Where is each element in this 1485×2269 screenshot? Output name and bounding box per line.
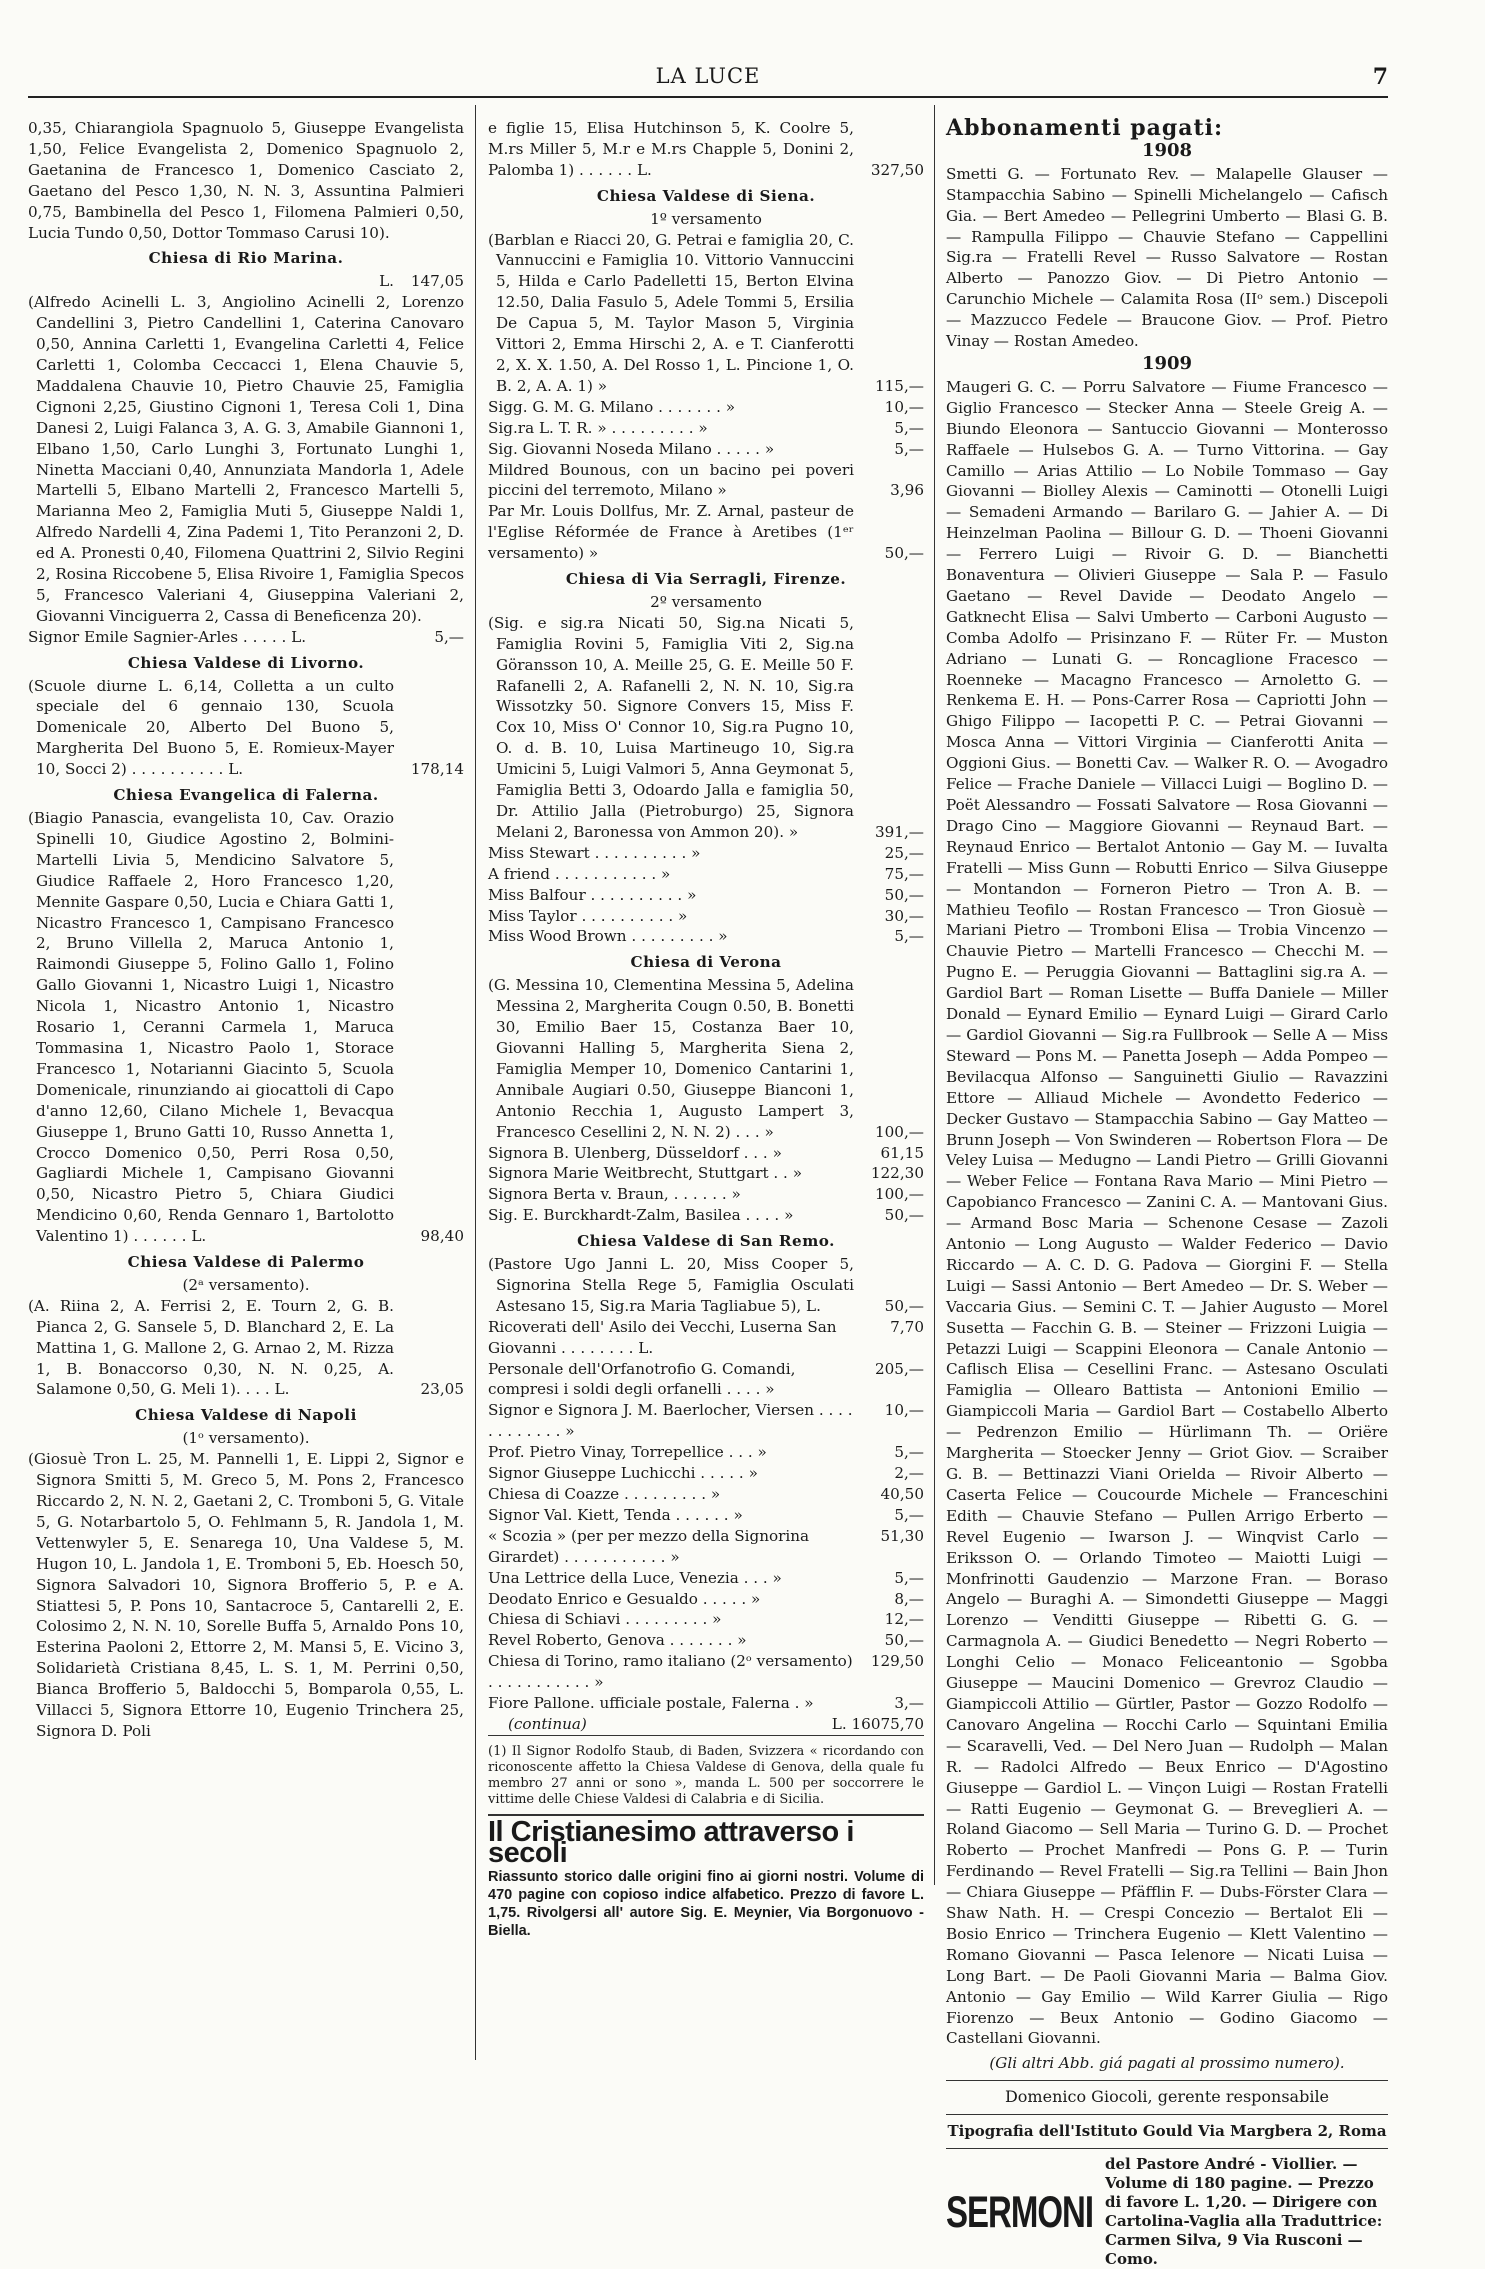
entry-text: Miss Balfour . . . . . . . . . . » xyxy=(488,885,697,904)
entry-row xyxy=(488,1609,924,1630)
section-heading: Chiesa Valdese di San Remo. xyxy=(577,1232,835,1251)
continua-label: (continua) xyxy=(508,1714,587,1733)
entry-row xyxy=(488,1484,924,1505)
amount: 3,96 xyxy=(890,481,924,500)
entry-row xyxy=(28,808,464,1247)
paragraph: (Barblan e Riacci 20, G. Petrai e famiglia 20, C. Vannuccini e Famiglia 10. Vittorio Vannuccini 5, Hilda e Carlo Padelletti 15, Berton Elvina 12.50, Dalia Fasulo 5, Adele Tommi 5, Ersilia De Capua 5, M. Taylor Mason 5, Virginia Vittori 2, Emma Hirschi 2, A. e T. Cianferotti 2, X. X. 1.50, A. Del Rosso 1, L. Pincione 1, O. B. 2, A. A. 1) » xyxy=(488,230,854,395)
printer-info: Tipografia dell'Istituto Gould Via Margbera 2, Roma xyxy=(947,2122,1387,2141)
paragraph: Mildred Bounous, con un bacino pei poveri piccini del terremoto, Milano » xyxy=(488,460,854,500)
amount: 8,— xyxy=(894,1589,924,1608)
section-heading: Chiesa Evangelica di Falerna. xyxy=(113,786,379,805)
entry-text: Signor Emile Sagnier-Arles . . . . . L. xyxy=(28,627,307,646)
column-2 xyxy=(488,118,924,1940)
section-heading: Chiesa Valdese di Siena. xyxy=(596,186,816,205)
entry-row xyxy=(488,1463,924,1484)
entry-row xyxy=(28,676,464,781)
note: (Gli altri Abb. giá pagati al prossimo numero). xyxy=(989,2054,1345,2073)
entry-row xyxy=(488,439,924,460)
column-divider xyxy=(934,105,935,1885)
entry-text: Miss Stewart . . . . . . . . . . » xyxy=(488,843,701,862)
entry-text: Sigg. G. M. G. Milano . . . . . . . » xyxy=(488,397,736,416)
entry-row xyxy=(488,1254,924,1317)
entry-row xyxy=(488,118,924,181)
entry-text: Signor Val. Kiett, Tenda . . . . . . » xyxy=(488,1505,743,1524)
amount: 50,— xyxy=(884,1631,924,1650)
amount: 129,50 xyxy=(870,1652,924,1671)
amount: 178,14 xyxy=(410,760,464,779)
entry-text: Signor e Signora J. M. Baerlocher, Viersen . . . . . . . . . . . . » xyxy=(488,1401,853,1441)
entry-text: Miss Taylor . . . . . . . . . . » xyxy=(488,906,688,925)
entry-row xyxy=(488,1505,924,1526)
entry-row xyxy=(488,885,924,906)
section-subheading: 1º versamento xyxy=(650,209,762,228)
entry-list xyxy=(488,1143,924,1227)
amount: 25,— xyxy=(884,843,924,862)
amount: 7,70 xyxy=(890,1317,924,1336)
section-heading: Chiesa di Via Serragli, Firenze. xyxy=(565,570,847,589)
entry-text: Una Lettrice della Luce, Venezia . . . » xyxy=(488,1568,782,1587)
sermoni-advertisement xyxy=(946,2155,1388,2269)
divider xyxy=(946,2114,1388,2115)
paragraph: (Biagio Panascia, evangelista 10, Cav. Orazio Spinelli 10, Giudice Agostino 2, Bolmini-Martelli Livia 5, Mendicino Salvatore 5, Giudice Raffaele 2, Horo Francesco 1,20, Mennite Gaspare 0,50, Lucia e Chiara Gatti 1, Nicastro Francesco 1, Campisano Francesco 2, Bruno Villella 2, Maruca Antonio 1, Raimondi Giuseppe 5, Folino Gallo 1, Folino Gallo Giovanni 1, Nicastro Luigi 1, Nicastro Nicola 1, Nicastro Antonio 1, Nicastro Rosario 1, Ceranni Carmela 1, Maruca Tommasina 1, Nicastro Paolo 1, Storace Francesco 1, Notarianni Giacinto 5, Scuola Domenicale, rinunziando ai giocattoli di Capo d'anno 12,60, Cilano Michele 1, Bevacqua Giuseppe 1, Bruno Gatti 10, Russo Annetta 1, Crocco Domenico 0,50, Perri Rosa 0,50, Gagliardi Michele 1, Campisano Giovanni 0,50, Nicastro Pietro 5, Chiara Giudici Mendicino 0,60, Renda Gennaro 1, Bartolotto Valentino 1) . . . . . . L. xyxy=(28,809,394,1246)
entry-text: Deodato Enrico e Gesualdo . . . . . » xyxy=(488,1589,761,1608)
amount: 115,— xyxy=(874,376,924,395)
entry-row xyxy=(488,1205,924,1226)
entry-list xyxy=(488,1317,924,1714)
subscribers-list: Smetti G. — Fortunato Rev. — Malapelle Glauser — Stampacchia Sabino — Spinelli Michelangelo — Cafisch Gia. — Bert Amedeo — Pellegrini Umberto — Blasi G. B. — Rampulla Filippo — Chauvie Stefano — Cappellini Sig.ra — Fratelli Revel — Russo Salvatore — Rostan Alberto — Panozzo Giov. — Di Pietro Antonio — Carunchio Michele — Calamita Rosa (IIᵒ sem.) Discepoli — Mazzucco Fedele — Braucone Giov. — Prof. Pietro Vinay — Rostan Amedeo. xyxy=(946,164,1388,351)
currency-label: L. xyxy=(379,272,394,291)
entry-row xyxy=(488,1442,924,1463)
entry-row xyxy=(488,418,924,439)
amount: 10,— xyxy=(884,1401,924,1420)
column-3 xyxy=(946,115,1388,2269)
amount: 50,— xyxy=(884,1206,924,1225)
paragraph: 0,35, Chiarangiola Spagnuolo 5, Giuseppe Evangelista 1,50, Felice Evangelista 2, Domenico Spagnuolo 2, Gaetanina de Francesco 1, Domenico Casciato 2, Gaetano del Pesco 1,30, N. N. 3, Assuntina Palmieri 0,75, Bambinella del Pesco 1, Filomena Palmieri 0,50, Lucia Tundo 0,50, Dottor Tommaso Carusi 10). xyxy=(28,119,464,242)
entry-text: Personale dell'Orfanotrofio G. Comandi, compresi i soldi degli orfanelli . . . . » xyxy=(488,1359,796,1399)
paragraph: (A. Riina 2, A. Ferrisi 2, E. Tourn 2, G. B. Pianca 2, G. Sansele 5, D. Blanchard 2, E. La Mattina 1, G. Mallone 2, G. Arnao 2, M. Rizza 1, B. Bonaccorso 0,30, N. N. 0,25, A. Salamone 0,50, G. Meli 1). . . . L. xyxy=(28,1296,394,1399)
paragraph: (Giosuè Tron L. 25, M. Pannelli 1, E. Lippi 2, Signor e Signora Smitti 5, M. Greco 5, M. Pons 2, Francesco Riccardo 2, N. N. 2, Gaetani 2, C. Tromboni 5, G. Vitale 5, G. Notarbartolo 5, O. Fehlmann 5, R. Jandola 1, M. Vettenwyler 5, E. Senarega 10, Una Valdese 5, M. Hugon 10, L. Jandola 1, E. Tromboni 5, Eb. Hoesch 50, Signora Salvadori 10, Signora Brofferio 5, P. e A. Stiattesi 5, P. Pons 10, Santacroce 5, Cantarelli 2, E. Colosimo 2, N. N. 10, Sorelle Buffa 5, Arnaldo Pons 10, Esterina Paoloni 2, Ettorre 2, M. Mansi 5, E. Vicino 3, Solidarietà Cristiana 8,45, L. S. 1, M. Perrini 0,50, Bianca Brofferio 5, Baldocchi 5, Bomparola 0,55, L. Villacci 5, Signora Ettorre 10, Eugenio Trinchera 25, Signora D. Poli xyxy=(28,1450,464,1740)
entry-row xyxy=(488,1526,924,1568)
footnote: (1) Il Signor Rodolfo Staub, di Baden, Svizzera « ricordando con riconoscente affetto la Chiesa Valdese di Genova, della quale fu membro 27 anni or sono », manda L. 500 per soccorrere le vittime delle Chiese Valdesi di Calabria e di Sicilia. xyxy=(488,1743,924,1807)
subscribers-list: Maugeri G. C. — Porru Salvatore — Fiume Francesco — Giglio Francesco — Stecker Anna — Steele Greig A. — Biundo Eleonora — Santuccio Giovanni — Monterosso Raffaele — Hulsebos G. A. — Turno Vittorina. — Gay Camillo — Arias Attilio — Lo Nobile Tommaso — Gay Giovanni — Biolley Alexis — Caminotti — Otonelli Luigi — Semadeni Armando — Barilaro G. — Jahier A. — Di Heinzelman Paolina — Billour G. D. — Thoeni Giovanni — Ferrero Luigi — Rivoir G. D. — Bianchetti Bonaventura — Olivieri Giuseppe — Sala P. — Fasulo Gaetano — Revel Davide — Deodato Angelo — Gatknecht Elisa — Salvi Umberto — Carboni Augusto — Comba Adolfo — Prisinzano F. — Rüter Fr. — Muston Adriano — Lunati G. — Roncaglione Fracesco — Roenneke — Macagno Francesco — Arnoletto G. — Renkema E. H. — Pons-Carrer Rosa — Capriotti John — Ghigo Filippo — Iacopetti P. C. — Petrai Giovanni — Mosca Anna — Vittori Virginia — Cianferotti Anita — Oggioni Gius. — Bonetti Cav. — Walker R. O. — Avogadro Felice — Frache Daniele — Villacci Luigi — Boglino D. — Poët Alessandro — Fossati Salvatore — Rosa Giovanni — Drago Cino — Maggiore Giovanni — Reynaud Bart. — Reynaud Enrico — Bertalot Antonio — Gay M. — Iuvalta Fratelli — Miss Gunn — Robutti Enrico — Silva Giuseppe — Montandon — Forneron Pietro — Tron A. B. — Mathieu Teofilo — Rostan Francesco — Tron Giosuè — Mariani Pietro — Tromboni Elisa — Trobia Vincenzo — Chauvie Pietro — Martelli Francesco — Checchi M. — Pugno E. — Peruggia Giovanni — Battaglini sig.ra A. — Gardiol Bart — Roman Lisette — Buffa Daniele — Miller Donald — Eynard Emilio — Eynard Luigi — Girard Carlo — Gardiol Giovanni — Sig.ra Fullbrook — Selle A — Miss Steward — Pons M. — Panetta Joseph — Adda Pompeo — Bevilacqua Alfonso — Sanguinetti Giulio — Ravazzini Ettore — Alliaud Michele — Avondetto Federico — Decker Gustavo — Stampacchia Sabino — Gay Matteo — Brunn Joseph — Von Swinderen — Robertson Flora — De Veley Luisa — Medugno — Landi Pietro — Grilli Giovanni — Weber Felice — Fontana Rava Mario — Mini Pietro — Capobianco Francesco — Zanini C. A. — Mantovani Gius. — Armand Bosc Maria — Schenone Cesase — Zazoli Antonio — Long Augusto — Walder Federico — Davio Riccardo — A. C. D. G. Padova — Giorgini F. — Stella Luigi — Sassi Antonio — Bert Amedeo — Dr. S. Weber — Vaccaria Gius. — Semini C. T. — Jahier Augusto — Morel Susetta — Facchin G. B. — Steiner — Frizzoni Luigia — Petazzi Luigi — Scappini Eleonora — Canale Antonio — Caflisch Elisa — Cesellini Franc. — Astesano Osculati Famiglia — Ollearo Battista — Antonioni Emilio — Giampiccoli Maria — Gardiol Bart — Costabello Alberto — Pedrenzon Emilio — Hürlimann Th. — Oriëre Margherita — Stoecker Jenny — Griot Giov. — Scraiber G. B. — Bettinazzi Viani Orielda — Rivoir Alberto — Caserta Felice — Coucourde Michele — Franceschini Edith — Chauvie Stefano — Pullen Arrigo Erberto — Revel Eugenio — Iwarson J. — Winqvist Carlo — Eriksson O. — Orlando Timoteo — Maiotti Luigi — Monfrinotti Gaudenzio — Marzone Fran. — Boraso Angelo — Buraghi A. — Simondetti Giuseppe — Maggi Lorenzo — Venditti Giuseppe — Ribetti G. G. — Carmagnola A. — Giudici Benedetto — Negri Roberto — Longhi Celio — Monaco Feliceantonio — Sgobba Giuseppe — Maucini Domenico — Grevroz Claudio — Giampiccoli Attilio — Gürtler, Pastor — Gozzo Rodolfo — Canovaro Angelina — Rocchi Carlo — Squintani Emilia — Scaravelli, Ved. — Del Nero Juan — Rudolph — Malan R. — Radolci Alfredo — Beux Enrico — D'Agostino Giuseppe — Gardiol L. — Vinçon Luigi — Rostan Fratelli — Ratti Eugenio — Geymonat G. — Breveglieri A. — Roland Giacomo — Sell Maria — Turino G. D. — Prochet Roberto — Prochet Manfredi — Pons G. P. — Turin Ferdinando — Revel Fratelli — Sig.ra Tellini — Bain Jhon — Chiara Giuseppe — Pfäfflin F. — Dubs-Förster Clara — Shaw Nath. H. — Crespi Concezio — Bertalot Eli — Bosio Enrico — Trinchera Eugenio — Klett Valentino — Romano Giovanni — Pasca Ielenore — Nicati Luisa — Long Bart. — De Paoli Giovanni Maria — Balma Giov. Antonio — Gay Emilio — Wild Karrer Giulia — Rigo Fiorenzo — Beux Antonio — Godino Giacomo — Castellani Giovanni. xyxy=(946,377,1388,2048)
entry-row xyxy=(488,975,924,1142)
divider xyxy=(946,2080,1388,2081)
amount: 5,— xyxy=(894,1505,924,1524)
amount: 147,05 xyxy=(410,272,464,291)
entry-row xyxy=(488,926,924,947)
entry-row xyxy=(488,1359,924,1401)
amount: 100,— xyxy=(874,1185,924,1204)
entry-row xyxy=(488,1317,924,1359)
amount: 5,— xyxy=(894,1568,924,1587)
entry-text: « Scozia » (per per mezzo della Signorina Girardet) . . . . . . . . . . . » xyxy=(488,1526,810,1566)
entry-text: Miss Wood Brown . . . . . . . . . » xyxy=(488,927,728,946)
paragraph: (Pastore Ugo Janni L. 20, Miss Cooper 5, Signorina Stella Rege 5, Famiglia Osculati Astesano 15, Sig.ra Maria Tagliabue 5), L. xyxy=(488,1255,854,1315)
entry-row xyxy=(488,613,924,843)
amount: 2,— xyxy=(894,1464,924,1483)
divider xyxy=(946,2148,1388,2149)
entry-row xyxy=(488,1589,924,1610)
page-header xyxy=(28,64,1388,104)
entry-row xyxy=(488,1184,924,1205)
section-subheading: 2º versamento xyxy=(650,592,762,611)
entry-row xyxy=(488,843,924,864)
amount: 30,— xyxy=(884,906,924,925)
amount: 50,— xyxy=(884,885,924,904)
section-heading: Chiesa di Verona xyxy=(630,953,782,972)
total-row xyxy=(488,1714,924,1736)
amount: 75,— xyxy=(884,864,924,883)
amount: 391,— xyxy=(874,822,924,841)
amount: 5,— xyxy=(894,439,924,458)
amount: 61,15 xyxy=(880,1143,924,1162)
paragraph: e figlie 15, Elisa Hutchinson 5, K. Coolre 5, M.rs Miller 5, M.r e M.rs Chapple 5, Donini 2, Palomba 1) . . . . . . L. xyxy=(488,119,854,179)
entry-row xyxy=(488,864,924,885)
amount: 205,— xyxy=(874,1359,924,1378)
entry-text: Fiore Pallone. ufficiale postale, Falerna . » xyxy=(488,1694,814,1713)
section-heading: Chiesa Valdese di Palermo xyxy=(127,1253,365,1272)
entry-row xyxy=(488,1143,924,1164)
subtotal-row xyxy=(28,271,464,292)
entry-list xyxy=(488,843,924,948)
amount: 50,— xyxy=(884,1296,924,1315)
entry-text: Prof. Pietro Vinay, Torrepellice . . . » xyxy=(488,1443,767,1462)
amount: 3,— xyxy=(894,1694,924,1713)
entry-text: Signora B. Ulenberg, Düsseldorf . . . » xyxy=(488,1143,782,1162)
amount: 327,50 xyxy=(870,160,924,179)
amount: 5,— xyxy=(894,1443,924,1462)
amount: 98,40 xyxy=(420,1227,464,1246)
entry-text: Signora Berta v. Braun, . . . . . . » xyxy=(488,1185,741,1204)
entry-text: Ricoverati dell' Asilo dei Vecchi, Luserna San Giovanni . . . . . . . . L. xyxy=(488,1317,837,1357)
column-1 xyxy=(28,118,464,1742)
entry-row xyxy=(488,906,924,927)
paragraph: (G. Messina 10, Clementina Messina 5, Adelina Messina 2, Margherita Cougn 0.50, B. Bonetti 30, Emilio Baer 15, Costanza Baer 10, Giovanni Halling 5, Margherita Siena 2, Famiglia Memper 10, Domenico Cantarini 1, Annibale Augiari 0.50, Giuseppe Bianconi 1, Antonio Recchia 1, Augusto Lampert 3, Francesco Cesellini 2, N. N. 2) . . . » xyxy=(488,976,854,1141)
section-heading: Chiesa Valdese di Napoli xyxy=(135,1406,357,1425)
amount: 51,30 xyxy=(880,1526,924,1545)
entry-text: Chiesa di Torino, ramo italiano (2ᵒ versamento) . . . . . . . . . . . » xyxy=(488,1652,853,1692)
amount: 5,— xyxy=(894,927,924,946)
entry-text: Sig. Giovanni Noseda Milano . . . . . » xyxy=(488,439,775,458)
header-rule xyxy=(28,96,1388,98)
entry-text: Signor Giuseppe Luchicchi . . . . . » xyxy=(488,1464,758,1483)
amount: 40,50 xyxy=(880,1485,924,1503)
entry-text: Chiesa di Coazze . . . . . . . . . » xyxy=(488,1485,721,1503)
newspaper-title: LA LUCE xyxy=(655,64,761,88)
paragraph: Par Mr. Louis Dollfus, Mr. Z. Arnal, pasteur de l'Eglise Réformée de France à Aretibes (1ᵉʳ versamento) » xyxy=(488,502,854,563)
entry-row xyxy=(488,501,924,564)
entry-text: A friend . . . . . . . . . . . » xyxy=(488,864,671,883)
advertisement-body: Riassunto storico dalle origini fino ai giorni nostri. Volume di 470 pagine con copioso indice alfabetico. Prezzo di favore L. 1,75. Rivolgersi all' autore Sig. E. Meynier, Via Borgonuovo - Biella. xyxy=(488,1868,924,1939)
amount: 23,05 xyxy=(420,1380,464,1399)
entry-row xyxy=(488,460,924,502)
advertisement-title: Il Cristianesimo attraverso i secoli xyxy=(488,1815,854,1869)
amount: 5,— xyxy=(434,627,464,646)
entry-text: Signora Marie Weitbrecht, Stuttgart . . » xyxy=(488,1164,802,1183)
entry-row xyxy=(488,397,924,418)
entry-text: Chiesa di Schiavi . . . . . . . . . » xyxy=(488,1610,722,1629)
amount: 50,— xyxy=(884,544,924,563)
grand-total: L. 16075,70 xyxy=(831,1714,924,1733)
entry-row xyxy=(488,1630,924,1651)
entry-row xyxy=(488,1651,924,1693)
amount: 100,— xyxy=(874,1122,924,1141)
entry-text: Revel Roberto, Genova . . . . . . . » xyxy=(488,1631,747,1650)
entry-row xyxy=(488,1163,924,1184)
entry-row xyxy=(488,230,924,397)
year-heading: 1908 xyxy=(1141,139,1193,161)
page-number: 7 xyxy=(1372,64,1388,90)
amount: 5,— xyxy=(894,418,924,437)
responsible-manager: Domenico Giocoli, gerente responsabile xyxy=(1004,2087,1330,2107)
amount: 122,30 xyxy=(870,1164,924,1183)
entry-row xyxy=(488,1568,924,1589)
amount: 10,— xyxy=(884,397,924,416)
sermoni-logo: SERMONI xyxy=(946,2186,1094,2237)
paragraph: (Sig. e sig.ra Nicati 50, Sig.na Nicati 5, Famiglia Rovini 5, Famiglia Viti 2, Sig.na Göransson 10, A. Meille 25, G. E. Meille 50 F. Rafanelli 2, A. Rafanelli 2, N. N. 10, Sig.ra Wissotzky 50. Signore Convers 15, Miss F. Cox 10, Miss O' Connor 10, Sig.ra Pugno 10, O. d. B. 10, Luisa Martineugo 10, Sig.ra Umicini 5, Luigi Valmori 5, Anna Geymonat 5, Famiglia Betti 3, Odoardo Jalla e famiglia 50, Dr. Attilio Jalla (Pietroburgo) 25, Signora Melani 2, Baronessa von Ammon 20). » xyxy=(488,613,854,841)
subscriptions-heading: Abbonamenti pagati: xyxy=(946,115,1224,141)
entry-row xyxy=(28,627,464,648)
year-heading: 1909 xyxy=(1141,352,1193,374)
paragraph: (Alfredo Acinelli L. 3, Angiolino Acinelli 2, Lorenzo Candellini 3, Pietro Candellini 1, Caterina Canovaro 0,50, Annina Carletti 1, Evangelina Carletti 4, Felice Carletti 1, Colomba Ceccacci 1, Elena Chauvie 5, Maddalena Chauvie 10, Pietro Chauvie 25, Famiglia Cignoni 2,25, Giustino Cignoni 1, Teresa Coli 1, Dina Danesi 2, Luigi Falanca 3, A. G. 3, Amabile Giannoni 1, Elbano 1,50, Carlo Lunghi 3, Fortunato Lunghi 1, Ninetta Macciani 0,40, Annunziata Mandorla 1, Adele Martelli 5, Elbano Martelli 2, Francesco Martelli 5, Marianna Meo 2, Famiglia Muti 5, Giuseppe Naldi 1, Alfredo Nardelli 4, Zina Pademi 1, Tito Peranzoni 2, D. ed A. Pronesti 0,40, Filomena Quattrini 2, Silvio Regini 2, Rosina Riccobene 5, Elisa Rivoire 1, Famiglia Specos 5, Francesco Valeriani 4, Giuseppina Valeriani 2, Giovanni Vinciguerra 2, Cassa di Beneficenza 20). xyxy=(28,293,464,625)
entry-list xyxy=(488,397,924,460)
section-subheading: (1ᵒ versamento). xyxy=(182,1429,310,1448)
paragraph: (Scuole diurne L. 6,14, Colletta a un culto speciale del 6 gennaio 130, Scuola Domenicale 20, Alberto Del Buono 5, Margherita Del Buono 5, E. Romieux-Mayer 10, Socci 2) . . . . . . . . . . L. xyxy=(28,676,394,779)
section-heading: Chiesa Valdese di Livorno. xyxy=(127,653,365,672)
section-heading: Chiesa di Rio Marina. xyxy=(148,249,344,268)
entry-row xyxy=(488,1400,924,1442)
entry-row xyxy=(28,1296,464,1401)
entry-row xyxy=(488,1693,924,1714)
entry-text: Sig.ra L. T. R. » . . . . . . . . . » xyxy=(488,418,708,437)
sermoni-text: del Pastore André - Viollier. — Volume di 180 pagine. — Prezzo di favore L. 1,20. — Dirigere con Cartolina-Vaglia alla Traduttrice: Carmen Silva, 9 Via Rusconi — Como. xyxy=(1105,2155,1383,2269)
amount: 12,— xyxy=(884,1610,924,1629)
entry-text: Sig. E. Burckhardt-Zalm, Basilea . . . . » xyxy=(488,1206,794,1225)
column-divider xyxy=(475,105,476,2060)
section-subheading: (2ᵃ versamento). xyxy=(182,1275,310,1294)
